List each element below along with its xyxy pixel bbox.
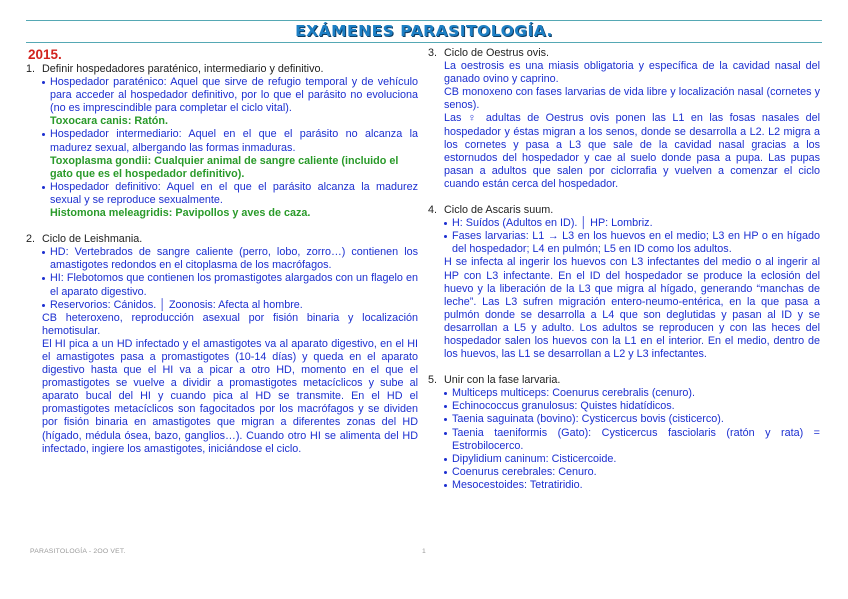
page-title: EXÁMENES PARASITOLOGÍA. bbox=[295, 22, 553, 40]
section-1-list bbox=[26, 76, 418, 115]
section-1 bbox=[26, 63, 418, 220]
section-3-title: Ciclo de Oestrus ovis. bbox=[444, 47, 550, 59]
right-column bbox=[428, 47, 820, 492]
example-toxocara: Toxocara canis: Ratón. bbox=[50, 115, 168, 128]
section-5-list bbox=[428, 387, 820, 492]
list-item: Dipylidium caninum: Cisticercoide. bbox=[444, 453, 820, 466]
bullet-reservoirs: Reservorios: Cánidos. │ Zoonosis: Afecta al hombre. bbox=[42, 299, 418, 312]
section-3-number: 3. bbox=[428, 47, 438, 59]
section-3 bbox=[428, 47, 820, 191]
example-histomona: Histomona meleagridis: Pavipollos y aves de caza. bbox=[50, 207, 311, 220]
leishmania-cycle-text: El HI pica a un HD infectado y el amastigotes va al aparato digestivo, en el HI el amastigotes pasa a promastigotes (10-14 días) y queda en el aparato digestivo hasta que el HI va a picar a otro HD, momento en el que el promastigotes se vuelve a dividir a promastigotes metacíclicos y sube al aparato bucal del HI y cuando pica al HD se transmite. En el HD el promastigotes metacíclicos son fagocitados por los macrófagos y se dividen por fisión binaria en amastigotes que migran a diferentes zonas del HD (hígado, médula ósea, bazo, ganglios…). Cuando otro HI se alimenta del HD infectado, ingiere los amastigotes, iniciándose el ciclo. bbox=[42, 337, 418, 455]
oestrus-cycle-text: Las ♀ adultas de Oestrus ovis ponen las L1 en las fosas nasales del hospedador y éstas migran a los senos, donde se desarrolla a L2. L2 migra a los cornetes y pasa a L3 que sale de la cavidad nasal gracias a los estornudos del hospedador y cae al suelo donde pasa a pupa. Las pupas pasan a adultos que salen por ciclorrafia y vuelven a comenzar el ciclo cuando están cerca del hospedador. bbox=[444, 112, 820, 190]
bullet-hd: HD: Vertebrados de sangre caliente (perro, lobo, zorro…) contienen los amastigotes redondos en el citoplasma de los macrófagos. bbox=[42, 246, 418, 272]
oestrus-cycle-type: CB monoxeno con fases larvarias de vida libre y localización nasal (cornetes y senos). bbox=[444, 86, 820, 112]
section-2-number: 2. bbox=[26, 233, 36, 246]
bullet-larval-stages: Fases larvarias: L1 → L3 en los huevos en el medio; L3 en HP o en hígado del hospedador; L4 en pulmón; L5 en ID como los adultos. bbox=[444, 230, 820, 256]
list-item: Echinococcus granulosus: Quistes hidatídicos. bbox=[444, 400, 820, 413]
left-column bbox=[26, 47, 418, 456]
section-4-list bbox=[428, 217, 820, 256]
section-5-number: 5. bbox=[428, 374, 438, 387]
section-4 bbox=[428, 204, 820, 361]
section-2-list bbox=[26, 246, 418, 311]
oestrus-definition: La oestrosis es una miasis obligatoria y específica de la cavidad nasal del ganado ovino y caprino. bbox=[444, 60, 820, 86]
section-2-title: Ciclo de Leishmania. bbox=[42, 233, 143, 246]
example-toxoplasma: Toxoplasma gondii: Cualquier animal de sangre caliente (incluido el gato que es el hospedador definitivo). bbox=[50, 154, 399, 180]
section-1-title: Definir hospedadores paraténico, intermediario y definitivo. bbox=[42, 63, 324, 75]
list-item: Multiceps multiceps: Coenurus cerebralis (cenuro). bbox=[444, 387, 820, 400]
list-item: Taenia saguinata (bovino): Cysticercus bovis (cisticerco). bbox=[444, 413, 820, 426]
bullet-hi: HI: Flebotomos que contienen los promastigotes alargados con un flagelo en el aparato digestivo. bbox=[42, 272, 418, 298]
list-item: Taenia taeniformis (Gato): Cysticercus fasciolaris (ratón y rata) = Estrobilocerco. bbox=[444, 427, 820, 453]
section-2 bbox=[26, 233, 418, 456]
title-rule-bottom bbox=[26, 42, 822, 43]
section-5-title: Unir con la fase larvaria. bbox=[444, 374, 561, 387]
bullet-hosts: H: Suídos (Adultos en ID). │ HP: Lombriz. bbox=[444, 217, 820, 230]
section-4-number: 4. bbox=[428, 204, 438, 217]
list-item: Coenurus cerebrales: Cenuro. bbox=[444, 466, 820, 479]
section-5 bbox=[428, 374, 820, 492]
section-1-number: 1. bbox=[26, 63, 36, 75]
bullet-paratenic-host: Hospedador paraténico: Aquel que sirve de refugio temporal y de vehículo para acceder al hospedador definitivo, por lo que el parásito no evoluciona (no es imprescindible para completar el ciclo vital). bbox=[42, 76, 418, 115]
list-item: Mesocestoides: Tetratiridio. bbox=[444, 479, 820, 492]
year-heading: 2015. bbox=[28, 47, 62, 62]
page-number: 1 bbox=[422, 548, 426, 555]
bullet-definitive-host: Hospedador definitivo: Aquel en el que el parásito alcanza la madurez sexual y se reproduce sexualmente. bbox=[42, 181, 418, 207]
leishmania-cycle-type: CB heteroxeno, reproducción asexual por fisión binaria y localización hemotisular. bbox=[42, 311, 418, 337]
ascaris-cycle-text: H se infecta al ingerir los huevos con L3 infectantes del medio o al ingerir al HP con L3 infectante. En el ID del hospedador se produce la eclosión del huevo y la liberación de la L3 que migra al hígado, generando “manchas de leche”. Las L3 sufren migración entero-neumo-entérica, en la que pasa a pulmón donde se desarrolla a L4 que son deglutidas y pasan al ID y se desarrollan a L5 y adulto. Los adultos se reproducen y con las heces del hospedador salen los huevos con la L1 en el interior. En el medio, dentro de los huevos, las L1 se desarrollan a L2 y L3 infectantes. bbox=[444, 256, 820, 361]
bullet-intermediate-host: Hospedador intermediario: Aquel en el que el parásito no alcanza la madurez sexual, albergando las formas inmaduras. bbox=[42, 128, 418, 154]
title-rule-top bbox=[26, 20, 822, 21]
footer-course: PARASITOLOGÍA - 2OO VET. bbox=[30, 548, 126, 555]
section-4-title: Ciclo de Ascaris suum. bbox=[444, 204, 554, 217]
